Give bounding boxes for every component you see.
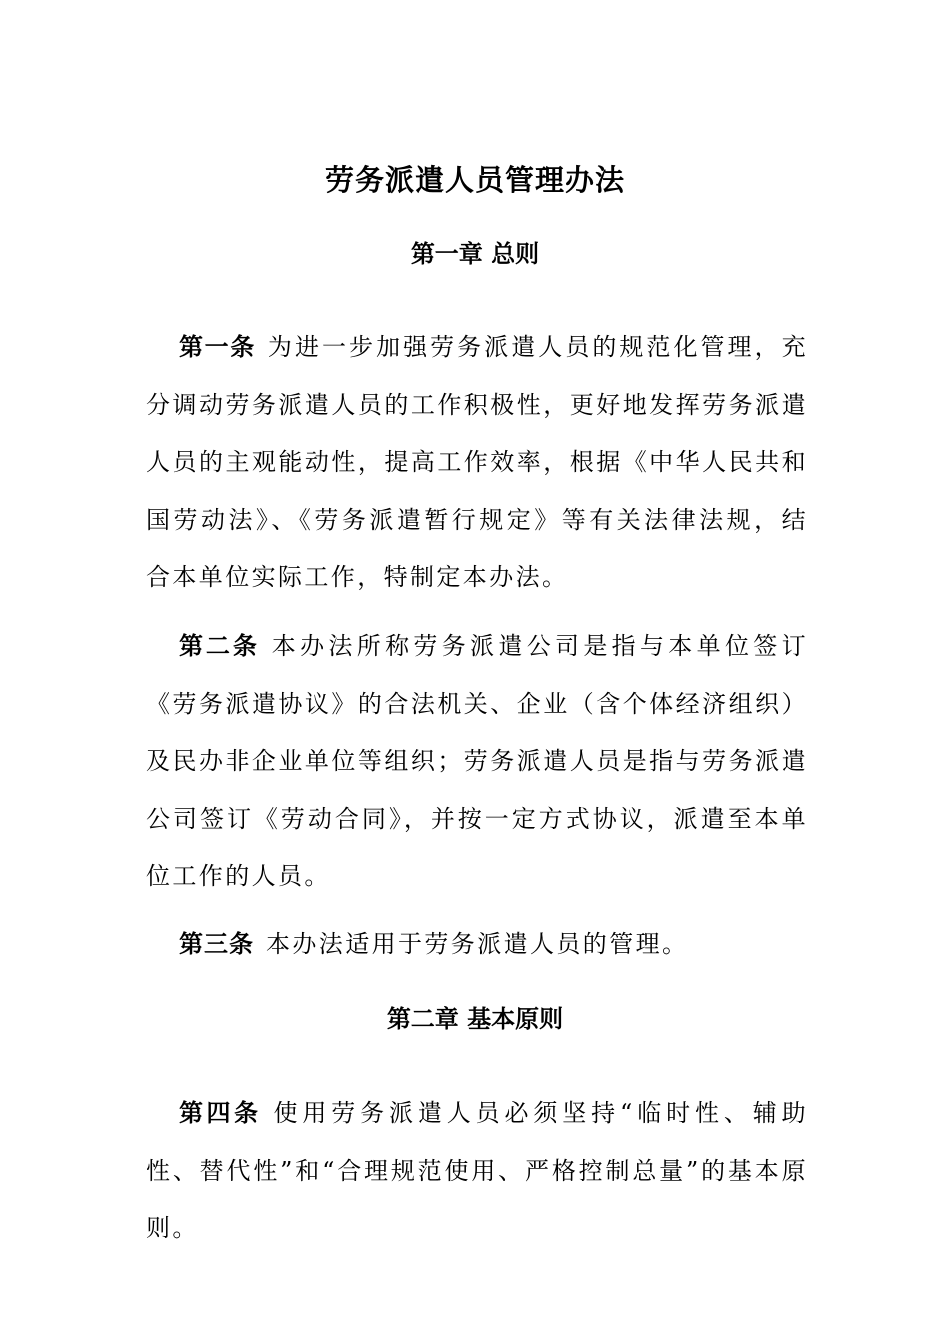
article-4 [146, 1084, 808, 1258]
article-label: 第三条 [179, 929, 254, 958]
article-text: 使用劳务派遣人员必须坚持“临时性、辅助性、替代性”和“合理规范使用、严格控制总量”的基本原则。 [146, 1099, 808, 1242]
article-text: 为进一步加强劳务派遣人员的规范化管理，充分调动劳务派遣人员的工作积极性，更好地发挥劳务派遣人员的主观能动性，提高工作效率，根据《中华人民共和国劳动法》、《劳务派遣暂行规定》等有关法律法规，结合本单位实际工作，特制定本办法。 [146, 333, 809, 591]
article-text: 本办法所称劳务派遣公司是指与本单位签订《劳务派遣协议》的合法机关、企业（含个体经济组织）及民办非企业单位等组织；劳务派遣人员是指与劳务派遣公司签订《劳动合同》，并按一定方式协议，派遣至本单位工作的人员。 [146, 632, 809, 890]
article-1 [146, 318, 808, 607]
article-label: 第四条 [179, 1098, 262, 1127]
chapter-heading-1: 第一章 总则 [410, 239, 540, 268]
article-label: 第二条 [179, 631, 260, 660]
article-2 [146, 617, 808, 906]
article-label: 第一条 [179, 332, 256, 361]
chapter-heading-2: 第二章 基本原则 [386, 1004, 564, 1033]
document-title: 劳务派遣人员管理办法 [324, 163, 625, 197]
article-3 [146, 915, 808, 974]
article-text: 本办法适用于劳务派遣人员的管理。 [266, 930, 689, 958]
